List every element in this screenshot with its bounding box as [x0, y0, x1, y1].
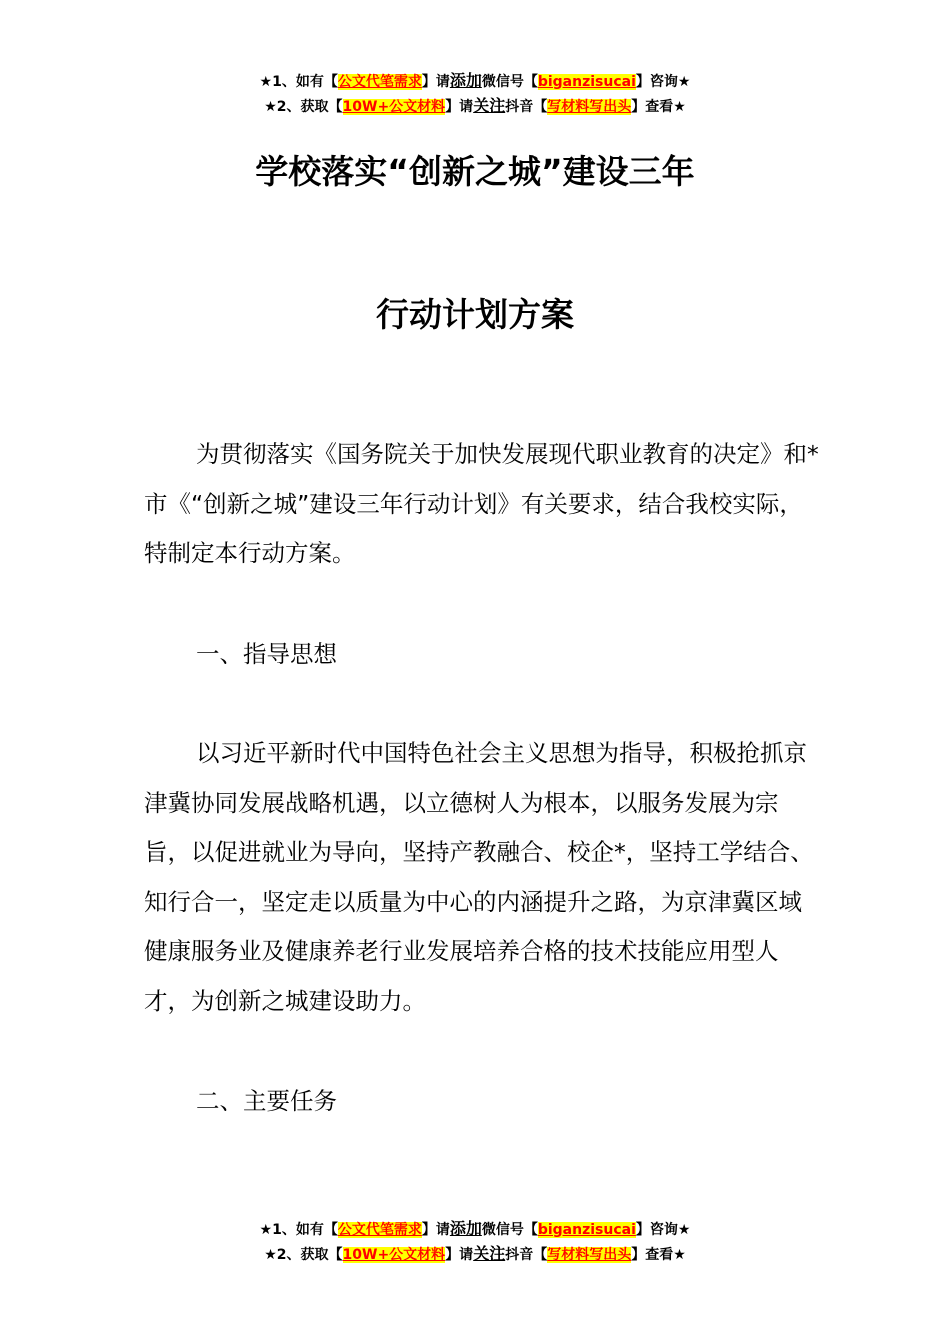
banner-text: 】查看★ [631, 1247, 686, 1263]
banner-text: 抖音【 [505, 1247, 548, 1263]
underlined-add: 添加 [449, 1219, 482, 1238]
highlight-materials: 10W+公文材料 [342, 1247, 446, 1263]
banner-text: 】请 [421, 74, 450, 90]
banner-text: ★2、获取【 [264, 1247, 343, 1263]
banner-text: 】咨询★ [635, 1222, 691, 1238]
section-2-heading: 二、主要任务 [196, 1087, 337, 1115]
banner-text: 】请 [445, 1247, 474, 1263]
highlight-materials: 10W+公文材料 [342, 99, 446, 115]
underlined-follow: 关注 [473, 1244, 506, 1263]
banner-text: 】咨询★ [635, 74, 691, 90]
section-1-heading: 一、指导思想 [196, 640, 337, 668]
doc-title-line-2: 行动计划方案 [376, 295, 574, 334]
highlight-wechat-id: biganzisucai [537, 1222, 636, 1238]
top-banner [0, 69, 950, 119]
banner-text: ★1、如有【 [259, 1222, 338, 1238]
highlight-service: 公文代笔需求 [337, 1222, 422, 1238]
banner-text: ★1、如有【 [259, 74, 338, 90]
highlight-wechat-id: biganzisucai [537, 74, 636, 90]
banner-line-1 [0, 1217, 950, 1242]
banner-text: 】请 [445, 99, 474, 115]
banner-line-1 [0, 69, 950, 94]
doc-title-line-1: 学校落实“创新之城”建设三年 [255, 152, 695, 191]
underlined-add: 添加 [449, 71, 482, 90]
banner-text: ★2、获取【 [264, 99, 343, 115]
banner-line-2 [0, 94, 950, 119]
banner-text: 微信号【 [481, 1222, 538, 1238]
highlight-service: 公文代笔需求 [337, 74, 422, 90]
intro-paragraph: 为贯彻落实《国务院关于加快发展现代职业教育的决定》和*市《“创新之城”建设三年行动计划》有关要求，结合我校实际，特制定本行动方案。 [144, 440, 819, 567]
banner-text: 微信号【 [481, 74, 538, 90]
banner-text: 抖音【 [505, 99, 548, 115]
section-1-body: 以习近平新时代中国特色社会主义思想为指导，积极抢抓京津冀协同发展战略机遇，以立德树人为根本，以服务发展为宗旨，以促进就业为导向，坚持产教融合、校企*，坚持工学结合、知行合一，坚定走以质量为中心的内涵提升之路，为京津冀区域健康服务业及健康养老行业发展培养合格的技术技能应用型人才，为创新之城建设助力。 [144, 739, 814, 1015]
underlined-follow: 关注 [473, 96, 506, 115]
highlight-douyin: 写材料写出头 [547, 1247, 632, 1263]
bottom-banner [0, 1217, 950, 1267]
banner-line-2 [0, 1242, 950, 1267]
highlight-douyin: 写材料写出头 [547, 99, 632, 115]
banner-text: 】请 [421, 1222, 450, 1238]
banner-text: 】查看★ [631, 99, 686, 115]
